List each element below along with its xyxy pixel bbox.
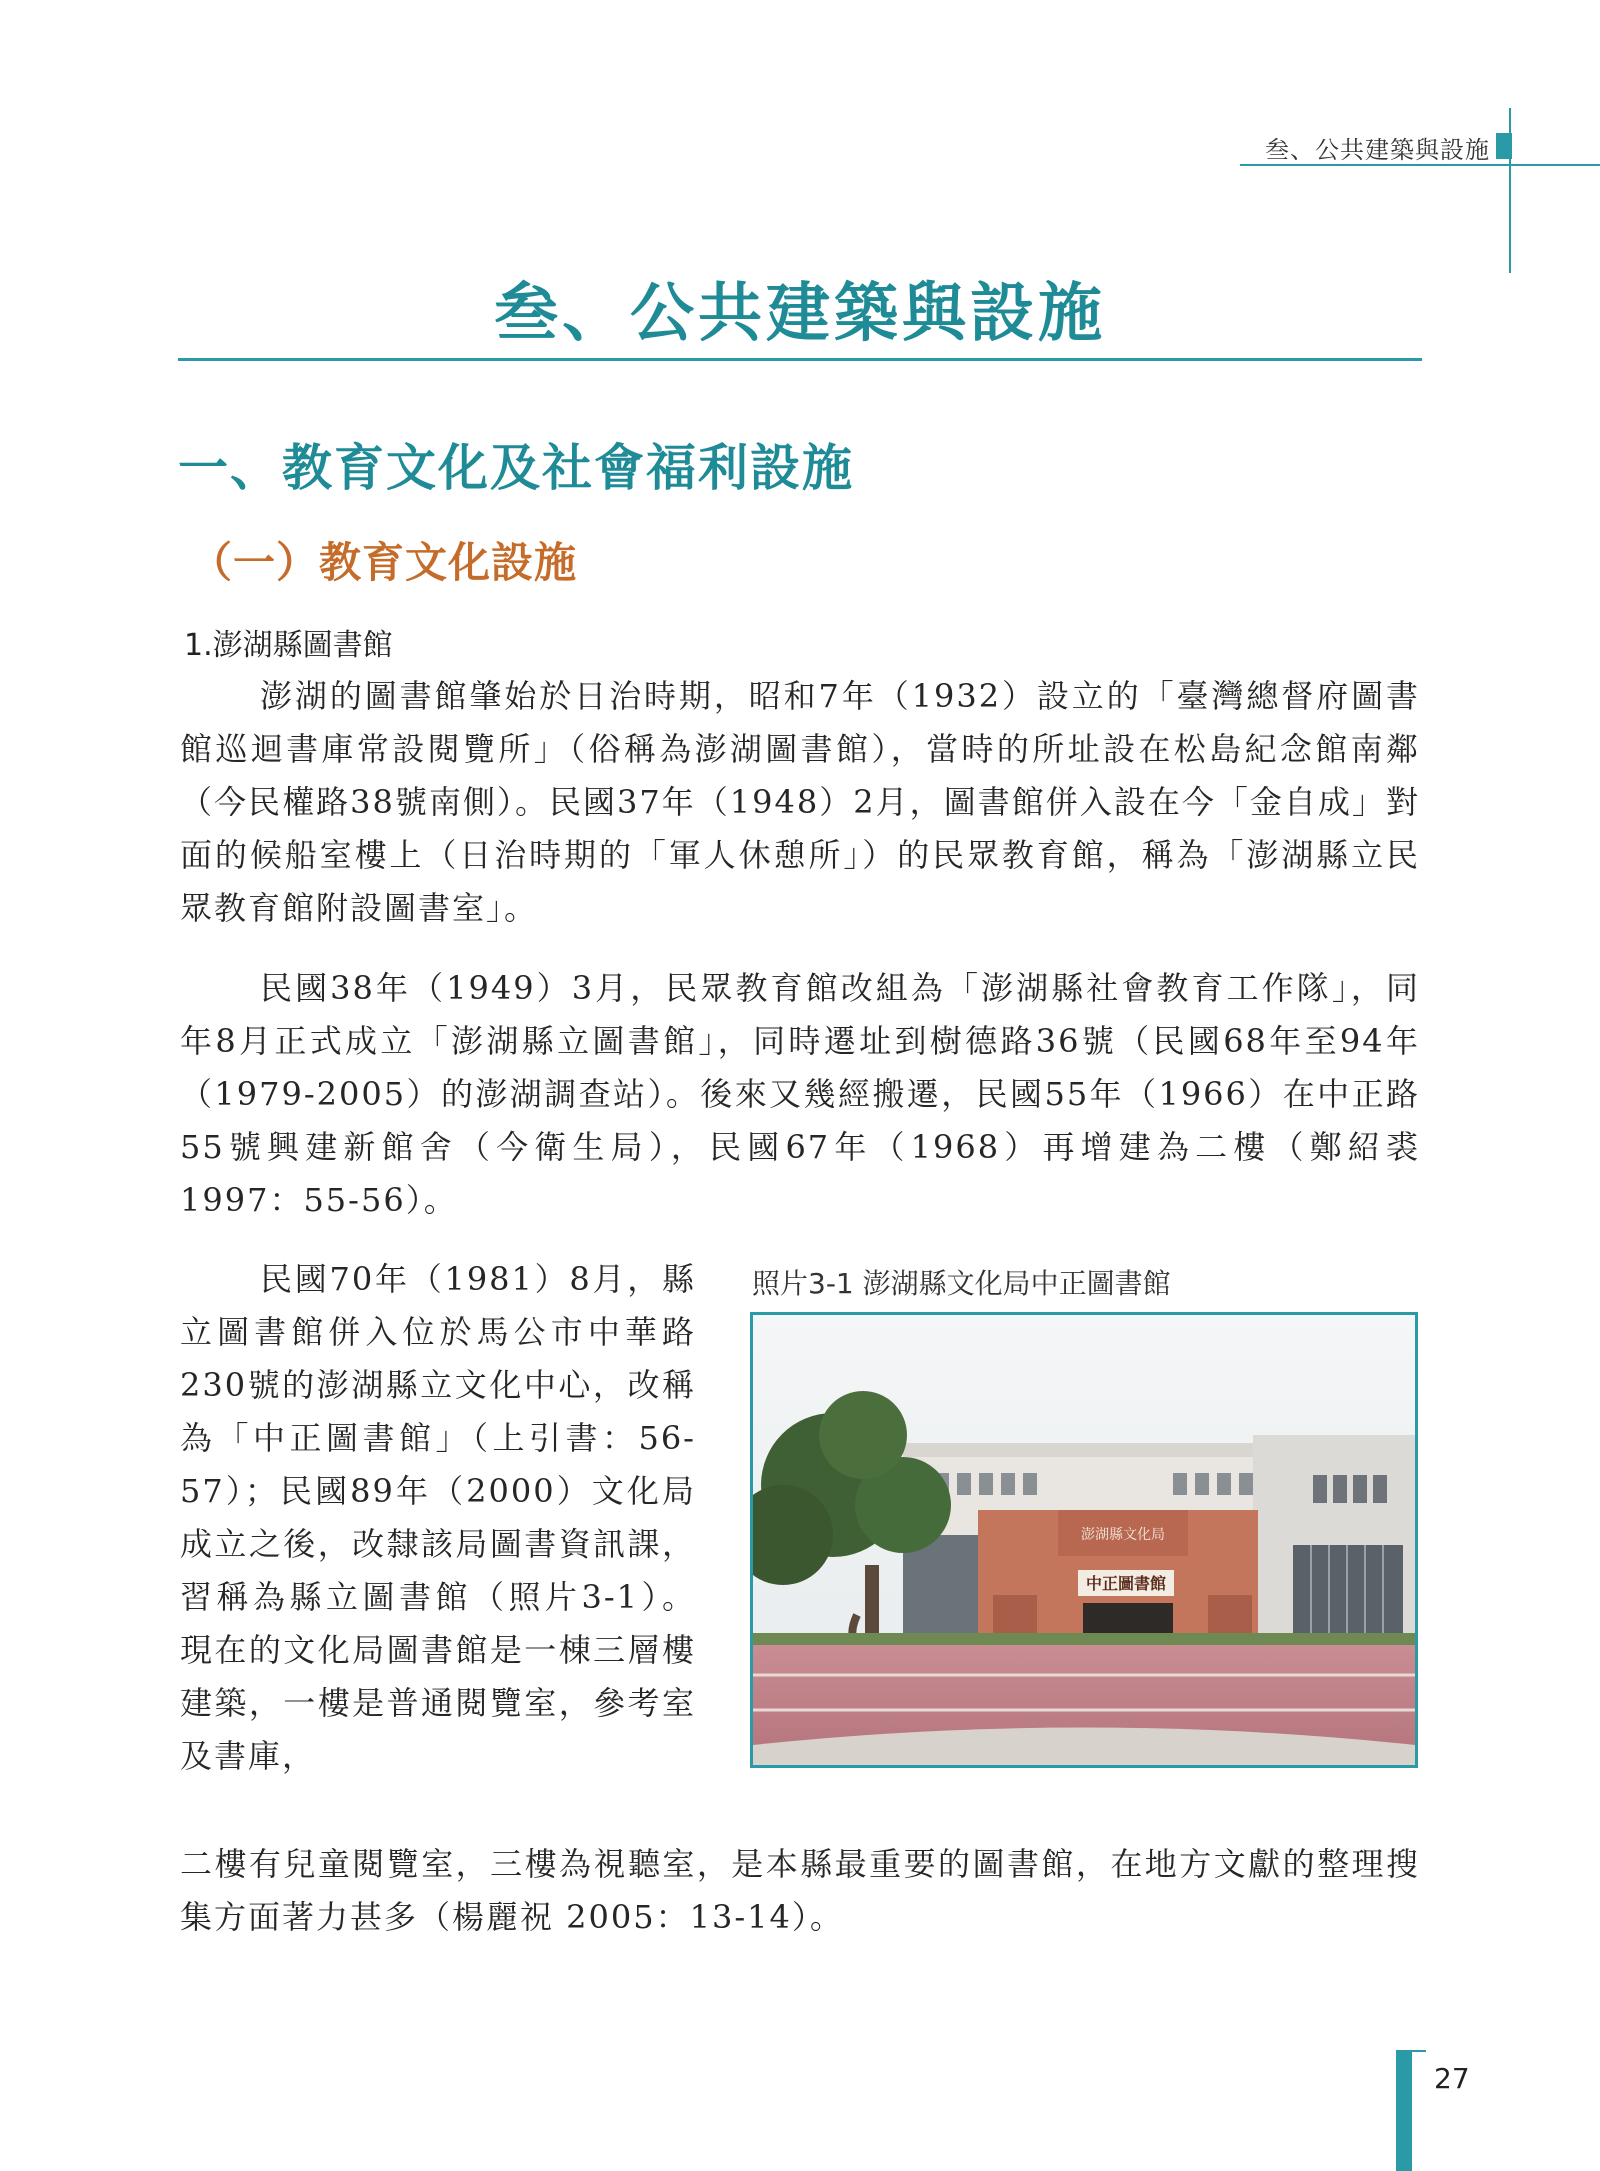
paragraph-1: 澎湖的圖書館肇始於日治時期，昭和7年（1932）設立的「臺灣總督府圖書館巡迴書庫常設閱覽所」（俗稱為澎湖圖書館），當時的所址設在松島紀念館南鄰（今民權路38號南側）。民國37年（1948）2月，圖書館併入設在今「金自成」對面的候船室樓上（日治時期的「軍人休憩所」）的民眾教育館，稱為「澎湖縣立民眾教育館附設圖書室」。 <box>180 677 1420 927</box>
header-vertical-rule <box>1509 108 1511 273</box>
paragraph-3-continued: 二樓有兒童閱覽室，三樓為視聽室，是本縣最重要的圖書館，在地方文獻的整理搜集方面著力甚多（楊麗祝 2005：13-14）。 <box>180 1845 1420 1936</box>
chapter-title-rule <box>178 358 1422 361</box>
chapter-title: 叁、公共建築與設施 <box>494 276 1106 351</box>
item-title: 1.澎湖縣圖書館 <box>184 628 393 663</box>
sign-top-text: 澎湖縣文化局 <box>1081 1527 1165 1543</box>
header-rule <box>1240 164 1600 166</box>
paragraph-3-left: 民國70年（1981）8月，縣立圖書館併入位於馬公市中華路230號的澎湖縣立文化中心，改稱為「中正圖書館」（上引書：56-57）；民國89年（2000）文化局成立之後，改隸該局圖書資訊課，習稱為縣立圖書館（照片3-1）。現在的文化局圖書館是一棟三層樓建築，一樓是普通閱覽室，參考室及書庫， <box>180 1260 696 1775</box>
photo-caption: 照片3-1 澎湖縣文化局中正圖書館 <box>752 1267 1171 1300</box>
footer-marker <box>1396 2050 1412 2171</box>
library-photo <box>750 1312 1418 1768</box>
footer-rule <box>1396 2050 1426 2052</box>
page-number: 27 <box>1434 2062 1470 2095</box>
running-header: 叁、公共建築與設施 <box>1265 136 1490 164</box>
subsection-title: （一）教育文化設施 <box>190 538 578 587</box>
sign-main-text: 中正圖書館 <box>1085 1574 1167 1593</box>
paragraph-2: 民國38年（1949）3月，民眾教育館改組為「澎湖縣社會教育工作隊」，同年8月正式成立「澎湖縣立圖書館」，同時遷址到樹德路36號（民國68年至94年（1979-2005）的澎湖調查站）。後來又幾經搬遷，民國55年（1966）在中正路55號興建新館舍（今衛生局），民國67年（1968）再增建為二樓（鄭紹裘 1997：55-56）。 <box>180 969 1420 1219</box>
section-title: 一、教育文化及社會福利設施 <box>178 438 854 497</box>
library-building-illustration <box>753 1315 1415 1765</box>
